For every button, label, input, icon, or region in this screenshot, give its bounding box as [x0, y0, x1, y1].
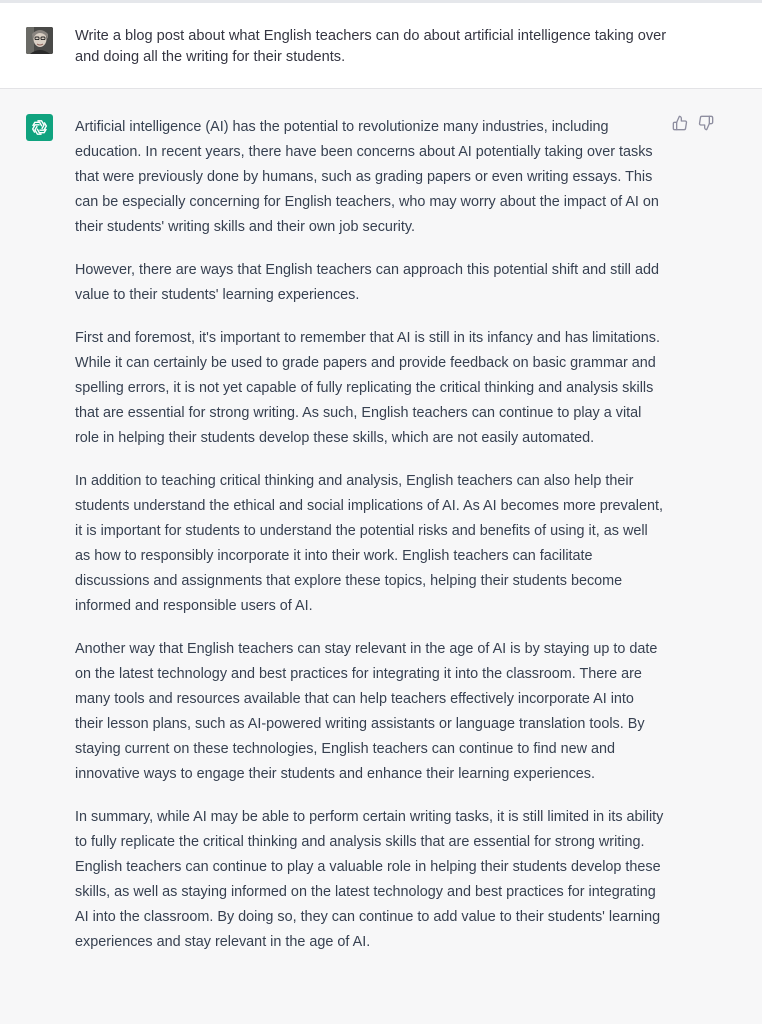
- answer-paragraph: Artificial intelligence (AI) has the potential to revolutionize many industries, including education. In recent years, there have been concerns about AI potentially taking over tasks that were previously done by humans, such as grading papers or even writing essays. This can be especially concerning for English teachers, who may worry about the impact of AI on their students' writing skills and their own job security.: [75, 119, 659, 235]
- openai-logo-icon: [26, 114, 53, 141]
- user-message-text: Write a blog post about what English teachers can do about artificial intelligence taking over and doing all the writing for their students.: [75, 28, 667, 65]
- assistant-message-row: [0, 89, 762, 1024]
- feedback-buttons: [672, 115, 716, 133]
- answer-paragraph: First and foremost, it's important to remember that AI is still in its infancy and has limitations. While it can certainly be used to grade papers and provide feedback on basic grammar and spelling errors, it is not yet capable of fully replicating the critical thinking and analysis skills that are essential for strong writing. As such, English teachers can continue to play a vital role in helping their students develop these skills, which are not easily automated.: [75, 330, 660, 446]
- user-message-row: [0, 3, 762, 89]
- answer-paragraph: Another way that English teachers can stay relevant in the age of AI is by staying up to date on the latest technology and best practices for integrating it into the classroom. There are many tools and resources available that can help teachers effectively incorporate AI into their lesson plans, such as AI-powered writing assistants or language translation tools. By staying current on these technologies, English teachers can continue to find new and innovative ways to engage their students and enhance their learning experiences.: [75, 641, 658, 782]
- thumbs-up-icon[interactable]: [672, 115, 690, 133]
- answer-paragraph: In summary, while AI may be able to perform certain writing tasks, it is still limited in its ability to fully replicate the critical thinking and analysis skills that are essential for strong writing. English teachers can continue to play a valuable role in helping their students develop these skills, as well as staying informed on the latest technology and best practices for integrating AI into the classroom. By doing so, they can continue to add value to their students' learning experiences and stay relevant in the age of AI.: [75, 809, 664, 950]
- answer-paragraph: In addition to teaching critical thinking and analysis, English teachers can also help their students understand the ethical and social implications of AI. As AI becomes more prevalent, it is important for students to understand the potential risks and benefits of using it, as well as how to responsibly incorporate it into their work. English teachers can facilitate discussions and assignments that explore these topics, helping their students become informed and responsible users of AI.: [75, 473, 663, 614]
- assistant-message-text: [75, 115, 665, 973]
- thumbs-down-icon[interactable]: [698, 115, 716, 133]
- answer-paragraph: However, there are ways that English teachers can approach this potential shift and still add value to their students' learning experiences.: [75, 262, 659, 303]
- user-avatar: [26, 27, 53, 54]
